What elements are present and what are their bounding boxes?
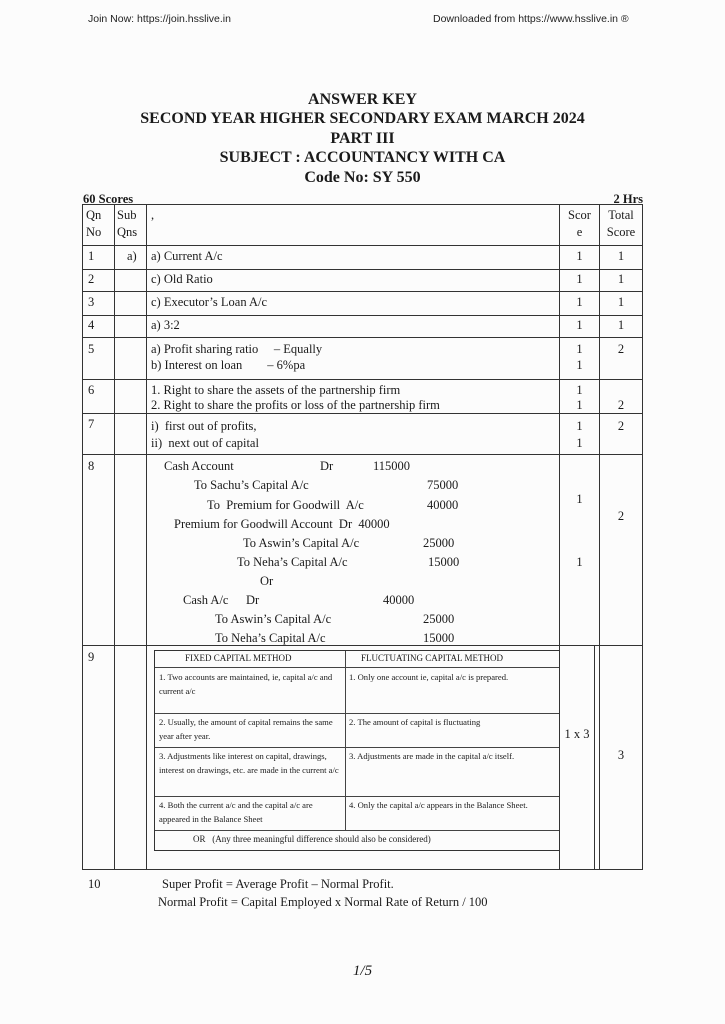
row-2-qn: 2	[88, 272, 95, 286]
journal-e1b-account: To Premium for Goodwill A/c	[207, 498, 364, 512]
fixed-point-2: 2. Usually, the amount of capital remains the same year after year.	[159, 717, 333, 741]
journal-e1-amount: 115000	[373, 459, 411, 473]
comparison-table	[154, 650, 560, 851]
row-7-qn: 7	[88, 417, 95, 431]
total-scores: 60 Scores	[83, 192, 134, 206]
col-score-2: e	[576, 225, 583, 239]
part-label: PART III	[330, 130, 395, 147]
journal-e1a-account: To Sachu’s Capital A/c	[194, 478, 309, 492]
col-qn-1: Qn	[86, 208, 102, 222]
row-5-score-b: 1	[576, 358, 583, 372]
row-6-score-1: 1	[576, 383, 583, 397]
col-total-2: Score	[606, 225, 636, 239]
fluctuating-point-3: 3. Adjustments are made in the capital a/c itself.	[349, 751, 515, 761]
row-7-score-2: 1	[576, 436, 583, 450]
doc-title: ANSWER KEY	[308, 91, 417, 108]
row-4-total: 1	[617, 318, 625, 332]
row-10-answer-1: Super Profit = Average Profit – Normal Profit.	[162, 877, 394, 891]
row-8-score-2: 1	[576, 555, 583, 569]
row-6-score-2: 1	[576, 398, 583, 412]
row-8-total: 2	[617, 509, 625, 523]
row-3-score: 1	[576, 295, 583, 309]
row-1-answer: a) Current A/c	[151, 249, 223, 263]
journal-e1b-amount: 40000	[427, 498, 459, 512]
row-7-total: 2	[617, 419, 625, 433]
journal-e2a-account: To Aswin’s Capital A/c	[243, 536, 360, 550]
row-6-total: 2	[617, 398, 625, 412]
journal-or: Or	[260, 574, 274, 588]
row-5-answer-a: a) Profit sharing ratio – Equally	[151, 342, 323, 356]
row-4-answer: a) 3:2	[151, 318, 180, 332]
row-10-qn: 10	[88, 877, 101, 891]
comparison-note: OR (Any three meaningful difference should also be considered)	[193, 834, 431, 844]
row-10-answer-2: Normal Profit = Capital Employed x Normal Rate of Return / 100	[158, 895, 488, 909]
code-label: Code No: SY 550	[304, 169, 421, 186]
journal-e2a-amount: 25000	[423, 536, 455, 550]
row-6-answer-1: 1. Right to share the assets of the partnership firm	[151, 383, 401, 397]
row-3-answer: c) Executor’s Loan A/c	[151, 295, 268, 309]
journal-e2-account: Premium for Goodwill Account Dr 40000	[174, 517, 390, 531]
row-1-sub: a)	[127, 249, 137, 263]
journal-e3b-account: To Neha’s Capital A/c	[215, 631, 326, 645]
row-5-answer-b: b) Interest on loan – 6%pa	[151, 358, 306, 372]
row-2-total: 1	[617, 272, 625, 286]
journal-e2b-amount: 15000	[428, 555, 460, 569]
duration: 2 Hrs	[613, 192, 643, 206]
row-8-score-1: 1	[576, 492, 583, 506]
journal-e1-account: Cash Account	[164, 459, 234, 473]
row-9-score: 1 x 3	[564, 727, 590, 741]
row-9-total: 3	[617, 748, 625, 762]
row-5-qn: 5	[88, 342, 95, 356]
col-score-1: Scor	[568, 208, 591, 222]
header-download-link: Downloaded from https://www.hsslive.in ®	[433, 13, 629, 25]
header-join-link: Join Now: https://join.hsslive.in	[88, 13, 231, 25]
row-1-total: 1	[617, 249, 625, 263]
col-sub-1: Sub	[117, 208, 137, 222]
row-6-qn: 6	[88, 383, 95, 397]
row-7-answer-2: ii) next out of capital	[151, 436, 259, 450]
journal-e1a-amount: 75000	[427, 478, 459, 492]
row-5-score-a: 1	[576, 342, 583, 356]
row-6-answer-2: 2. Right to share the profits or loss of the partnership firm	[151, 398, 440, 412]
comparison-header-fixed: FIXED CAPITAL METHOD	[185, 653, 292, 663]
row-3-total: 1	[617, 295, 625, 309]
col-answer: ,	[151, 208, 155, 222]
col-total-1: Total	[608, 208, 634, 222]
subject-label: SUBJECT : ACCOUNTANCY WITH CA	[219, 149, 506, 166]
answer-table	[82, 204, 643, 909]
journal-e3a-account: To Aswin’s Capital A/c	[215, 612, 332, 626]
row-2-score: 1	[576, 272, 583, 286]
journal-e1-dr: Dr	[320, 459, 334, 473]
exam-name: SECOND YEAR HIGHER SECONDARY EXAM MARCH 2024	[140, 110, 585, 127]
row-1-score: 1	[576, 249, 583, 263]
journal-e3b-amount: 15000	[423, 631, 455, 645]
row-4-qn: 4	[88, 318, 95, 332]
row-4-score: 1	[576, 318, 583, 332]
row-3-qn: 3	[88, 295, 95, 309]
fixed-point-3: 3. Adjustments like interest on capital, drawings, interest on drawings, etc. are made in the current a/c	[159, 751, 339, 775]
journal-e3-dr: Dr	[246, 593, 260, 607]
row-5-total: 2	[617, 342, 625, 356]
row-2-answer: c) Old Ratio	[151, 272, 213, 286]
fixed-point-4: 4. Both the current a/c and the capital a/c are appeared in the Balance Sheet	[159, 800, 313, 824]
journal-e3-amount: 40000	[383, 593, 415, 607]
row-1-qn: 1	[88, 249, 95, 263]
row-7-score-1: 1	[576, 419, 583, 433]
journal-e3a-amount: 25000	[423, 612, 455, 626]
row-9-qn: 9	[88, 650, 95, 664]
col-sub-2: Qns	[117, 225, 138, 239]
fluctuating-point-4: 4. Only the capital a/c appears in the Balance Sheet.	[349, 800, 528, 810]
fluctuating-point-2: 2. The amount of capital is fluctuating	[349, 717, 481, 727]
row-7-answer-1: i) first out of profits,	[151, 419, 257, 433]
row-8-qn: 8	[88, 459, 95, 473]
fluctuating-point-1: 1. Only one account ie, capital a/c is prepared.	[349, 672, 509, 682]
journal-e2b-account: To Neha’s Capital A/c	[237, 555, 348, 569]
fixed-point-1: 1. Two accounts are maintained, ie, capital a/c and current a/c	[159, 672, 333, 696]
journal-e3-account: Cash A/c	[183, 593, 229, 607]
page-number: 1/5	[352, 963, 373, 979]
comparison-header-fluctuating: FLUCTUATING CAPITAL METHOD	[361, 653, 503, 663]
col-qn-2: No	[86, 225, 102, 239]
